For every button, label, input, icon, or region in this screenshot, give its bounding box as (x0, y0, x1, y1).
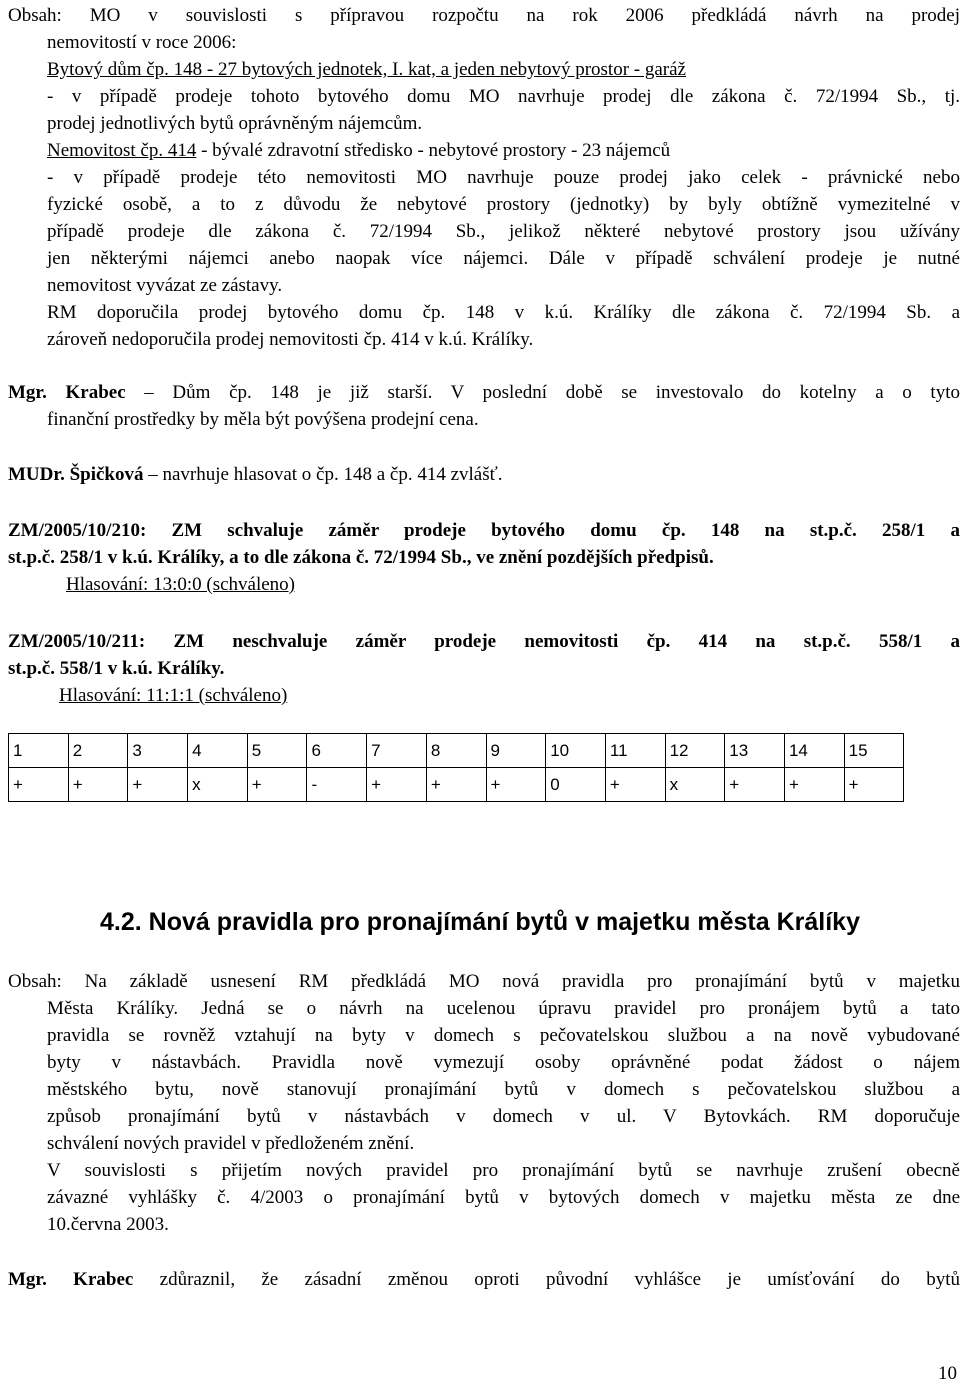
speaker-name: MUDr. Špičková (8, 464, 144, 485)
vote-table-numbers-row (9, 734, 904, 768)
table-cell: + (844, 768, 904, 802)
table-cell: 0 (546, 768, 606, 802)
rm-recommendation-line-2: zároveň nedoporučila prodej nemovitosti čp. 414 v k.ú. Králíky. (47, 329, 534, 350)
table-cell: 9 (486, 734, 546, 768)
property-414-heading (47, 139, 670, 163)
section-paragraph-line-6: způsob pronajímání bytů v nástavbách v domech v ul. V Bytovkách. RM doporučuje (47, 1106, 960, 1127)
property-414-line-1: - v případě prodeje této nemovitosti MO navrhuje pouze prodej jako celek - právnické nebo (47, 167, 960, 188)
property-148-line-2: prodej jednotlivých bytů oprávněným nájemcům. (47, 113, 423, 134)
intro-line-2: nemovitostí v roce 2006: (47, 32, 237, 53)
property-148-heading: Bytový dům čp. 148 - 27 bytových jednotek, I. kat, a jeden nebytový prostor - garáž (47, 59, 686, 80)
section-paragraph-line-5: městského bytu, nově stanovují pronajímání bytů v domech s pečovatelskou službou a (47, 1079, 960, 1100)
table-cell: 15 (844, 734, 904, 768)
table-cell: - (307, 768, 367, 802)
resolution-211-line-2: st.p.č. 558/1 v k.ú. Králíky. (8, 658, 225, 679)
section-heading: 4.2. Nová pravidla pro pronajímání bytů v majetku města Králíky (100, 908, 860, 936)
table-cell: 11 (605, 734, 665, 768)
table-cell: 14 (784, 734, 844, 768)
krabec-statement (8, 381, 960, 405)
table-cell: 13 (725, 734, 785, 768)
intro-line-1: Obsah: MO v souvislosti s přípravou rozpočtu na rok 2006 předkládá návrh na prodej (8, 5, 960, 26)
property-414-line-4: jen některými nájemci anebo naopak více nájemci. Dále v případě schválení prodeje je nutné (47, 248, 960, 269)
section-paragraph-line-4: byty v nástavbách. Pravidla nově vymezují osoby oprávněné podat žádost o nájem (47, 1052, 960, 1073)
rm-recommendation-line-1: RM doporučila prodej bytového domu čp. 148 v k.ú. Králíky dle zákona č. 72/1994 Sb. a (47, 302, 960, 323)
resolution-211-vote: Hlasování: 11:1:1 (schváleno) (59, 685, 288, 706)
table-cell: + (128, 768, 188, 802)
krabec-statement-cont: finanční prostředky by měla být povýšena prodejní cena. (47, 409, 479, 430)
section-paragraph-line-1: Obsah: Na základě usnesení RM předkládá MO nová pravidla pro pronajímání bytů v majetku (8, 971, 960, 992)
page-number: 10 (938, 1363, 957, 1384)
resolution-210-vote: Hlasování: 13:0:0 (schváleno) (66, 574, 296, 595)
table-cell: + (426, 768, 486, 802)
spickova-statement (8, 463, 502, 487)
table-cell: + (247, 768, 307, 802)
property-414-line-2: fyzické osobě, a to z důvodu že nebytové prostory (jednotky) by byly obtížně vymezitelné v (47, 194, 960, 215)
table-cell: + (9, 768, 69, 802)
table-cell: 4 (188, 734, 248, 768)
resolution-211-line-1: ZM/2005/10/211: ZM neschvaluje záměr prodeje nemovitosti čp. 414 na st.p.č. 558/1 a (8, 631, 960, 652)
table-cell: 12 (665, 734, 725, 768)
table-cell: + (68, 768, 128, 802)
statement-text: – Dům čp. 148 je již starší. V poslední době se investovalo do kotelny a o tyto (125, 382, 960, 403)
property-148-line-1: - v případě prodeje tohoto bytového domu MO navrhuje prodej dle zákona č. 72/1994 Sb., tj. (47, 86, 960, 107)
table-cell: 5 (247, 734, 307, 768)
section-paragraph-line-3: pravidla se rovněž vztahují na byty v domech s pečovatelskou službou a na nově vybudované (47, 1025, 960, 1046)
table-cell: 8 (426, 734, 486, 768)
section-paragraph-line-8: V souvislosti s přijetím nových pravidel pro pronajímání bytů se navrhuje zrušení obecně (47, 1160, 960, 1181)
property-414-line-3: případě prodeje dle zákona č. 72/1994 Sb., jelikož některé nebytové prostory jsou užívány (47, 221, 960, 242)
table-cell: 10 (546, 734, 606, 768)
table-cell: + (605, 768, 665, 802)
table-cell: 6 (307, 734, 367, 768)
table-cell: x (665, 768, 725, 802)
table-cell: + (486, 768, 546, 802)
property-414-line-5: nemovitost vyvázat ze zástavy. (47, 275, 283, 296)
vote-table (8, 733, 904, 802)
section-paragraph-line-9: závazné vyhlášky č. 4/2003 o pronajímání bytů v bytových domech v majetku města ze dne (47, 1187, 960, 1208)
section-paragraph-line-2: Města Králíky. Jedná se o návrh na ucelenou úpravu pravidel pro pronájem bytů a tato (47, 998, 960, 1019)
table-cell: + (725, 768, 785, 802)
statement-text: zdůraznil, že zásadní změnou oproti původní vyhlášce je umísťování do bytů (133, 1269, 960, 1290)
resolution-210-line-2: st.p.č. 258/1 v k.ú. Králíky, a to dle zákona č. 72/1994 Sb., ve znění pozdějších předpisů. (8, 547, 714, 568)
table-cell: x (188, 768, 248, 802)
statement-text: – navrhuje hlasovat o čp. 148 a čp. 414 zvlášť. (143, 464, 503, 485)
table-cell: 7 (367, 734, 427, 768)
property-414-description: - bývalé zdravotní středisko - nebytové prostory - 23 nájemců (196, 140, 671, 161)
section-paragraph-line-7: schválení nových pravidel v předloženém znění. (47, 1133, 415, 1154)
table-cell: 1 (9, 734, 69, 768)
property-414-label: Nemovitost čp. 414 (47, 140, 197, 161)
table-cell: 2 (68, 734, 128, 768)
table-cell: + (367, 768, 427, 802)
speaker-name: Mgr. Krabec (8, 1269, 134, 1290)
vote-table-votes-row (9, 768, 904, 802)
table-cell: + (784, 768, 844, 802)
speaker-name: Mgr. Krabec (8, 382, 126, 403)
table-cell: 3 (128, 734, 188, 768)
resolution-210-line-1: ZM/2005/10/210: ZM schvaluje záměr prodeje bytového domu čp. 148 na st.p.č. 258/1 a (8, 520, 960, 541)
section-paragraph-line-10: 10.června 2003. (47, 1214, 169, 1235)
krabec-statement-2 (8, 1268, 960, 1292)
